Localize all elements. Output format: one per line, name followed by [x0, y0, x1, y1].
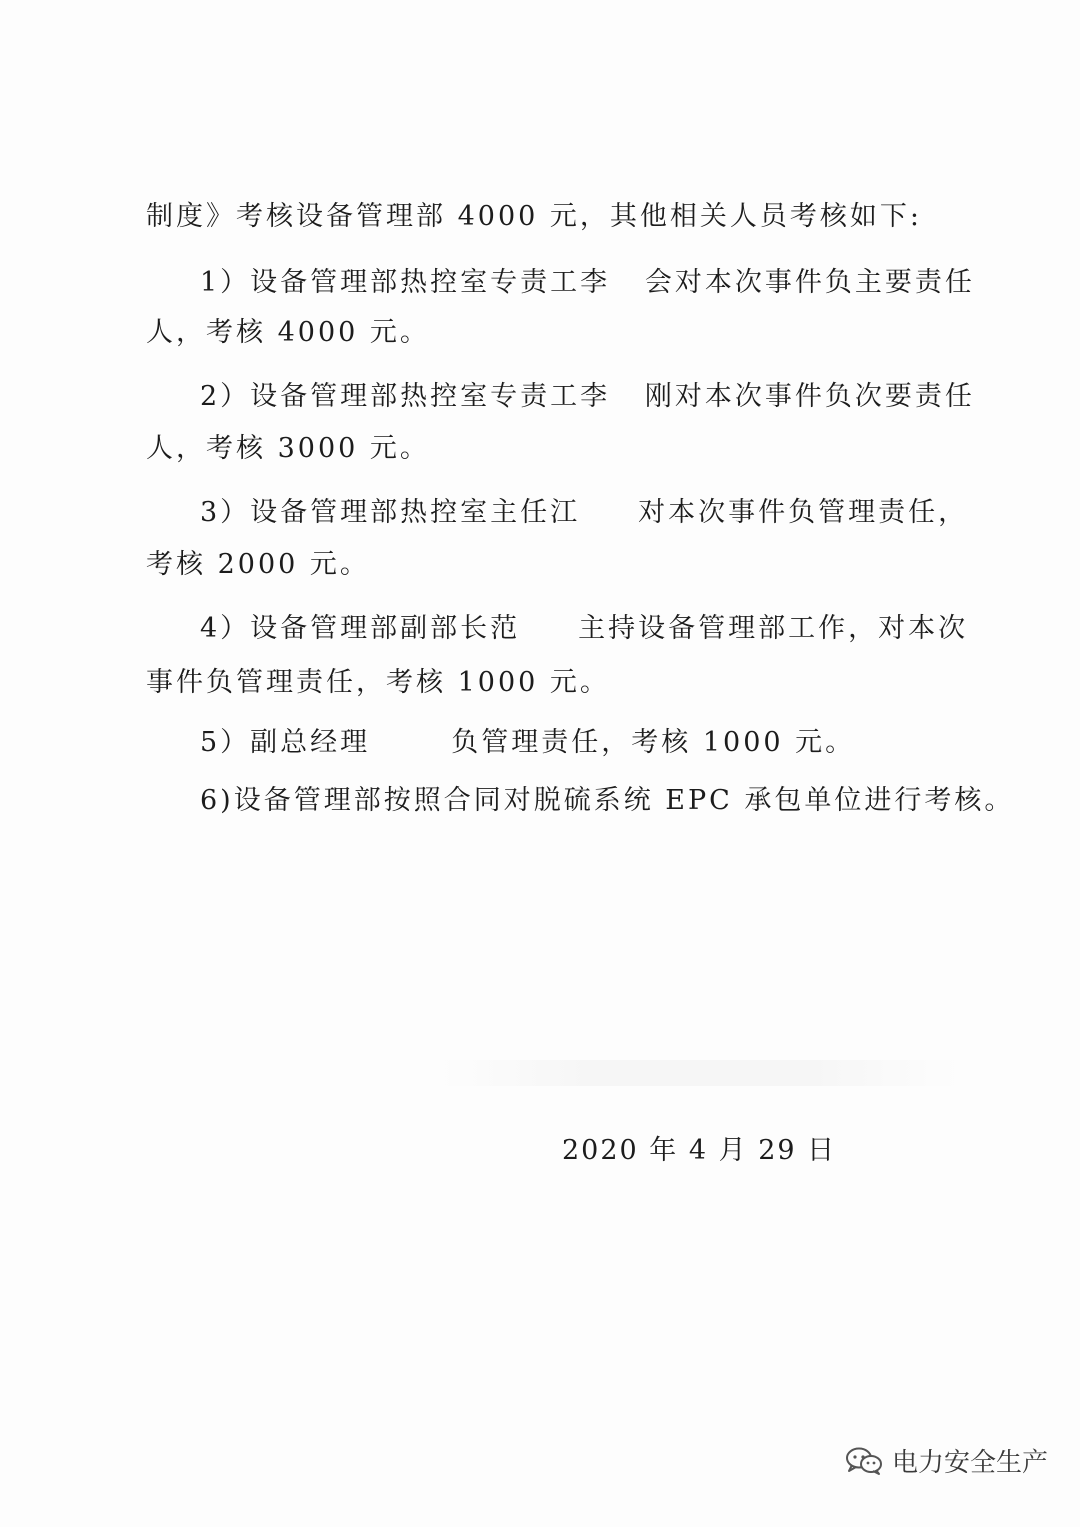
wechat-icon [844, 1446, 884, 1476]
item-3-line-1: 3）设备管理部热控室主任江 对本次事件负管理责任， [200, 497, 969, 528]
watermark [844, 1442, 1048, 1479]
watermark-text: 电力安全生产 [891, 1448, 1048, 1478]
paragraph-line-1: 制度》考核设备管理部 4000 元，其他相关人员考核如下: [146, 201, 922, 232]
item-4-line-1: 4）设备管理部副部长范 主持设备管理部工作，对本次 [200, 613, 969, 644]
item-3-line-2: 考核 2000 元。 [146, 549, 370, 580]
item-6-line-1: 6)设备管理部按照合同对脱硫系统 EPC 承包单位进行考核。 [200, 785, 1015, 816]
item-2-line-2: 人，考核 3000 元。 [146, 433, 430, 464]
item-1-line-1: 1）设备管理部热控室专责工李 会对本次事件负主要责任 [200, 267, 975, 298]
item-4-line-2: 事件负管理责任，考核 1000 元。 [146, 667, 610, 698]
item-2-line-1: 2）设备管理部热控室专责工李 刚对本次事件负次要责任 [200, 381, 975, 412]
erased-signature-area [440, 1060, 960, 1086]
item-1-line-2: 人，考核 4000 元。 [146, 317, 430, 348]
document-date: 2020 年 4 月 29 日 [562, 1135, 837, 1166]
item-5-line-1: 5）副总经理 负管理责任，考核 1000 元。 [200, 727, 856, 758]
